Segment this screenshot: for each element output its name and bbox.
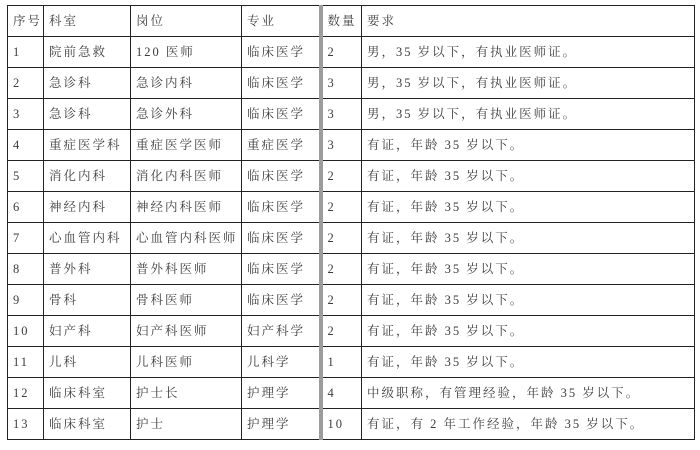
cell-requirements: 有证，年龄 35 岁以下。 — [362, 254, 695, 285]
table-row — [8, 37, 695, 68]
cell-major: 重症医学 — [242, 130, 321, 161]
col-header-count: 数量 — [321, 6, 362, 37]
cell-count: 4 — [321, 378, 362, 409]
table-row — [8, 409, 695, 440]
table-row — [8, 161, 695, 192]
cell-index: 4 — [8, 130, 44, 161]
cell-index: 8 — [8, 254, 44, 285]
cell-department: 神经内科 — [44, 192, 131, 223]
cell-count: 1 — [321, 347, 362, 378]
table-body — [8, 37, 695, 440]
cell-count: 2 — [321, 192, 362, 223]
table-row — [8, 347, 695, 378]
cell-major: 临床医学 — [242, 99, 321, 130]
cell-position: 心血管内科医师 — [131, 223, 242, 254]
cell-count: 2 — [321, 223, 362, 254]
cell-department: 急诊科 — [44, 68, 131, 99]
table-row — [8, 68, 695, 99]
cell-index: 5 — [8, 161, 44, 192]
cell-department: 重症医学科 — [44, 130, 131, 161]
col-header-index: 序号 — [8, 6, 44, 37]
table-row — [8, 285, 695, 316]
cell-position: 急诊内科 — [131, 68, 242, 99]
table-row — [8, 378, 695, 409]
cell-position: 神经内科医师 — [131, 192, 242, 223]
cell-department: 急诊科 — [44, 99, 131, 130]
col-header-position: 岗位 — [131, 6, 242, 37]
cell-requirements: 有证，年龄 35 岁以下。 — [362, 347, 695, 378]
cell-position: 儿科医师 — [131, 347, 242, 378]
cell-index: 3 — [8, 99, 44, 130]
cell-index: 11 — [8, 347, 44, 378]
cell-position: 急诊外科 — [131, 99, 242, 130]
cell-requirements: 有证，年龄 35 岁以下。 — [362, 130, 695, 161]
cell-count: 2 — [321, 285, 362, 316]
cell-index: 6 — [8, 192, 44, 223]
cell-count: 10 — [321, 409, 362, 440]
cell-major: 临床医学 — [242, 192, 321, 223]
cell-requirements: 中级职称，有管理经验，年龄 35 岁以下。 — [362, 378, 695, 409]
cell-count: 3 — [321, 99, 362, 130]
cell-index: 7 — [8, 223, 44, 254]
cell-department: 妇产科 — [44, 316, 131, 347]
cell-index: 13 — [8, 409, 44, 440]
table-row — [8, 99, 695, 130]
table-row — [8, 316, 695, 347]
cell-major: 妇产科学 — [242, 316, 321, 347]
cell-major: 临床医学 — [242, 161, 321, 192]
cell-major: 临床医学 — [242, 68, 321, 99]
col-header-requirements: 要求 — [362, 6, 695, 37]
cell-department: 普外科 — [44, 254, 131, 285]
cell-requirements: 有证，年龄 35 岁以下。 — [362, 316, 695, 347]
cell-index: 9 — [8, 285, 44, 316]
cell-department: 临床科室 — [44, 409, 131, 440]
cell-index: 10 — [8, 316, 44, 347]
table-row — [8, 254, 695, 285]
table-row — [8, 130, 695, 161]
table-row — [8, 192, 695, 223]
cell-index: 1 — [8, 37, 44, 68]
col-header-major: 专业 — [242, 6, 321, 37]
cell-department: 消化内科 — [44, 161, 131, 192]
cell-count: 3 — [321, 68, 362, 99]
cell-position: 护士 — [131, 409, 242, 440]
cell-requirements: 男，35 岁以下，有执业医师证。 — [362, 37, 695, 68]
cell-major: 护理学 — [242, 409, 321, 440]
cell-major: 儿科学 — [242, 347, 321, 378]
cell-position: 妇产科医师 — [131, 316, 242, 347]
cell-major: 临床医学 — [242, 37, 321, 68]
cell-department: 院前急救 — [44, 37, 131, 68]
recruitment-table — [7, 5, 695, 440]
cell-requirements: 男，35 岁以下，有执业医师证。 — [362, 68, 695, 99]
cell-requirements: 有证，年龄 35 岁以下。 — [362, 223, 695, 254]
cell-count: 2 — [321, 316, 362, 347]
cell-index: 2 — [8, 68, 44, 99]
cell-position: 消化内科医师 — [131, 161, 242, 192]
cell-position: 普外科医师 — [131, 254, 242, 285]
cell-requirements: 有证，年龄 35 岁以下。 — [362, 285, 695, 316]
cell-major: 临床医学 — [242, 285, 321, 316]
cell-department: 骨科 — [44, 285, 131, 316]
cell-major: 临床医学 — [242, 254, 321, 285]
cell-position: 120 医师 — [131, 37, 242, 68]
cell-department: 临床科室 — [44, 378, 131, 409]
cell-count: 2 — [321, 161, 362, 192]
cell-major: 护理学 — [242, 378, 321, 409]
cell-position: 骨科医师 — [131, 285, 242, 316]
cell-requirements: 有证，年龄 35 岁以下。 — [362, 161, 695, 192]
col-header-department: 科室 — [44, 6, 131, 37]
cell-count: 2 — [321, 37, 362, 68]
cell-index: 12 — [8, 378, 44, 409]
cell-requirements: 有证，年龄 35 岁以下。 — [362, 192, 695, 223]
table-row — [8, 223, 695, 254]
cell-requirements: 有证，有 2 年工作经验，年龄 35 岁以下。 — [362, 409, 695, 440]
cell-position: 护士长 — [131, 378, 242, 409]
cell-major: 临床医学 — [242, 223, 321, 254]
cell-count: 2 — [321, 254, 362, 285]
cell-department: 儿科 — [44, 347, 131, 378]
cell-department: 心血管内科 — [44, 223, 131, 254]
cell-position: 重症医学医师 — [131, 130, 242, 161]
header-row — [8, 6, 695, 37]
cell-count: 3 — [321, 130, 362, 161]
cell-requirements: 男，35 岁以下，有执业医师证。 — [362, 99, 695, 130]
